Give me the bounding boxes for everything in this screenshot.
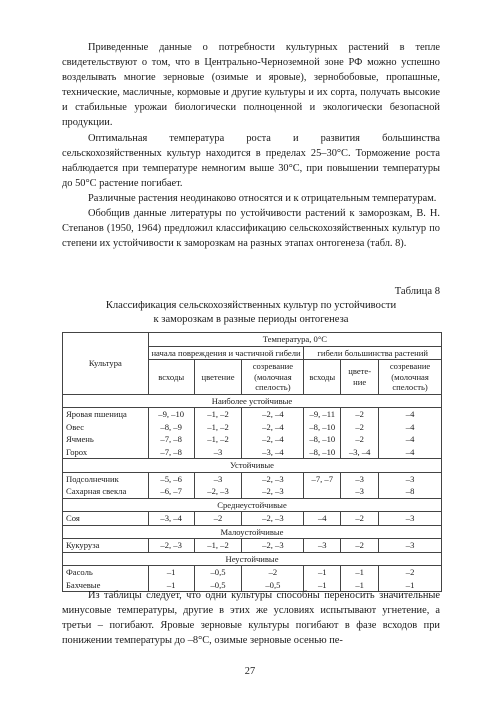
temperature-cell: –8, –9: [148, 421, 194, 434]
temperature-cell: –2: [341, 512, 379, 526]
temperature-cell: –7, –8: [148, 446, 194, 459]
group-label: Наиболее устойчивые: [63, 394, 442, 408]
temperature-cell: –6, –7: [148, 485, 194, 498]
temperature-cell: –2: [341, 539, 379, 553]
temperature-cell: –2: [341, 408, 379, 421]
temperature-cell: –2, –3: [242, 485, 304, 498]
table-row: [63, 512, 442, 526]
temperature-cell: –8: [379, 485, 442, 498]
temperature-cell: –4: [379, 408, 442, 421]
temperature-cell: –4: [379, 446, 442, 459]
temperature-cell: –1: [148, 579, 194, 592]
table-row: [63, 421, 442, 434]
temperature-cell: –2, –3: [194, 485, 242, 498]
table-row: [63, 485, 442, 498]
temperature-cell: –3: [379, 472, 442, 485]
temperature-cell: –3: [341, 472, 379, 485]
temperature-cell: –2, –4: [242, 433, 304, 446]
column-header-mass-death: гибели большинства растений: [304, 346, 442, 360]
page-number: 27: [244, 666, 256, 677]
temperature-cell: –2, –4: [242, 408, 304, 421]
temperature-cell: –1: [304, 566, 341, 579]
crop-name: Соя: [63, 512, 149, 526]
temperature-cell: –1, –2: [194, 539, 242, 553]
crop-name: Кукуруза: [63, 539, 149, 553]
temperature-cell: –3: [304, 539, 341, 553]
temperature-cell: –3: [194, 446, 242, 459]
classification-table: [62, 332, 442, 592]
temperature-cell: [304, 485, 341, 498]
temperature-cell: –2: [379, 566, 442, 579]
table-body: [63, 394, 442, 592]
temperature-cell: –7, –7: [304, 472, 341, 485]
temperature-cell: –7, –8: [148, 433, 194, 446]
paragraph: Оптимальная температура роста и развития большинства сельскохозяйственных культур находится в пределах 25–30°С. Торможение роста наблюдается при температуре немногим выше 30°С, при повышении температуры до 50°С растение погибает.: [62, 132, 440, 189]
table-row: [63, 433, 442, 446]
temperature-cell: –0,5: [194, 566, 242, 579]
temperature-cell: –2: [242, 566, 304, 579]
temperature-cell: –3: [379, 539, 442, 553]
table-caption-line: к заморозкам в разные периоды онтогенеза: [153, 314, 349, 325]
temperature-cell: –1: [341, 566, 379, 579]
group-label: Малоустойчивые: [63, 525, 442, 539]
temperature-cell: –8, –10: [304, 446, 341, 459]
column-header-phase: цвете-ние: [341, 360, 379, 395]
crop-name: Яровая пшеница: [63, 408, 149, 421]
temperature-cell: –2, –3: [242, 472, 304, 485]
temperature-cell: –1, –2: [194, 421, 242, 434]
table-row: [63, 408, 442, 421]
table-group-row: [63, 552, 442, 566]
temperature-cell: –8, –10: [304, 421, 341, 434]
crop-name: Подсолнечник: [63, 472, 149, 485]
temperature-cell: –3, –4: [148, 512, 194, 526]
temperature-cell: –4: [379, 433, 442, 446]
temperature-cell: –3: [194, 472, 242, 485]
table-row: [63, 566, 442, 579]
column-header-phase: всходы: [304, 360, 341, 395]
column-header-phase: созревание (молочная спелость): [242, 360, 304, 395]
temperature-cell: –8, –10: [304, 433, 341, 446]
crop-name: Фасоль: [63, 566, 149, 579]
crop-name: Бахчевые: [63, 579, 149, 592]
table-row: [63, 539, 442, 553]
temperature-cell: –4: [379, 421, 442, 434]
table-row: [63, 472, 442, 485]
temperature-cell: –1: [341, 579, 379, 592]
paragraph: Приведенные данные о потребности культурных растений в тепле свидетельствуют о том, что в Центрально-Черноземной зоне РФ можно успешно возделывать многие зерновые (озимые и яровые), зернобобовые, пропашные, технические, масличные, кормовые и другие культуры и их сорта, получать высокие и стабильные урожаи биологически полноценной и экологически безопасной продукции.: [62, 42, 440, 129]
column-header-phase: созревание (молочная спелость): [379, 360, 442, 395]
group-label: Устойчивые: [63, 459, 442, 473]
temperature-cell: –1: [148, 566, 194, 579]
column-header-temperature: Температура, 0°С: [148, 333, 441, 347]
column-header-crop: Культура: [63, 333, 149, 395]
column-header-phase: всходы: [148, 360, 194, 395]
temperature-cell: –3: [379, 512, 442, 526]
group-label: Среднеустойчивые: [63, 498, 442, 512]
crop-name: Сахарная свекла: [63, 485, 149, 498]
table-group-row: [63, 394, 442, 408]
group-label: Неустойчивые: [63, 552, 442, 566]
temperature-cell: –2: [194, 512, 242, 526]
temperature-cell: –2: [341, 433, 379, 446]
temperature-cell: –0,5: [194, 579, 242, 592]
table-group-row: [63, 459, 442, 473]
table-caption-line: Классификация сельскохозяйственных культур по устойчивости: [105, 300, 397, 311]
temperature-cell: –1: [379, 579, 442, 592]
temperature-cell: –5, –6: [148, 472, 194, 485]
temperature-cell: –1: [304, 579, 341, 592]
crop-name: Горох: [63, 446, 149, 459]
paragraph: Различные растения неодинаково относятся и к отрицательным температурам.: [88, 192, 437, 204]
table-caption: [62, 299, 440, 327]
column-header-damage-onset: начала повреждения и частичной гибели: [148, 346, 304, 360]
temperature-cell: –3: [341, 485, 379, 498]
table-label: Таблица 8: [394, 286, 440, 297]
temperature-cell: –2, –3: [242, 539, 304, 553]
temperature-cell: –3, –4: [242, 446, 304, 459]
column-header-phase: цветение: [194, 360, 242, 395]
paragraph: Обобщив данные литературы по устойчивости растений к заморозкам, В. Н. Степанов (1950, 1964) предложил классификацию сельскохозяйственных культур по степени их устойчивости к заморозкам на разных этапах онтогенеза (табл. 8).: [62, 208, 440, 250]
temperature-cell: –2, –3: [242, 512, 304, 526]
temperature-cell: –4: [304, 512, 341, 526]
temperature-cell: –1, –2: [194, 433, 242, 446]
temperature-cell: –2, –3: [148, 539, 194, 553]
table-row: [63, 446, 442, 459]
temperature-cell: –2, –4: [242, 421, 304, 434]
crop-name: Овес: [63, 421, 149, 434]
paragraph: Из таблицы следует, что одни культуры способны переносить значительные минусовые температуры, другие в этих же условиях испытывают угнетение, а третьи – погибают. Яровые зерновые культуры погибают в фазе всходов при понижении температуры до –8°С, озимые зерновые осенью пе-: [62, 590, 440, 647]
temperature-cell: –2: [341, 421, 379, 434]
temperature-cell: –9, –10: [148, 408, 194, 421]
temperature-cell: –3, –4: [341, 446, 379, 459]
temperature-cell: –0,5: [242, 579, 304, 592]
temperature-cell: –9, –11: [304, 408, 341, 421]
body-text-bottom: [62, 588, 440, 648]
table-group-row: [63, 498, 442, 512]
crop-name: Ячмень: [63, 433, 149, 446]
body-text-top: [62, 40, 440, 251]
temperature-cell: –1, –2: [194, 408, 242, 421]
table-group-row: [63, 525, 442, 539]
